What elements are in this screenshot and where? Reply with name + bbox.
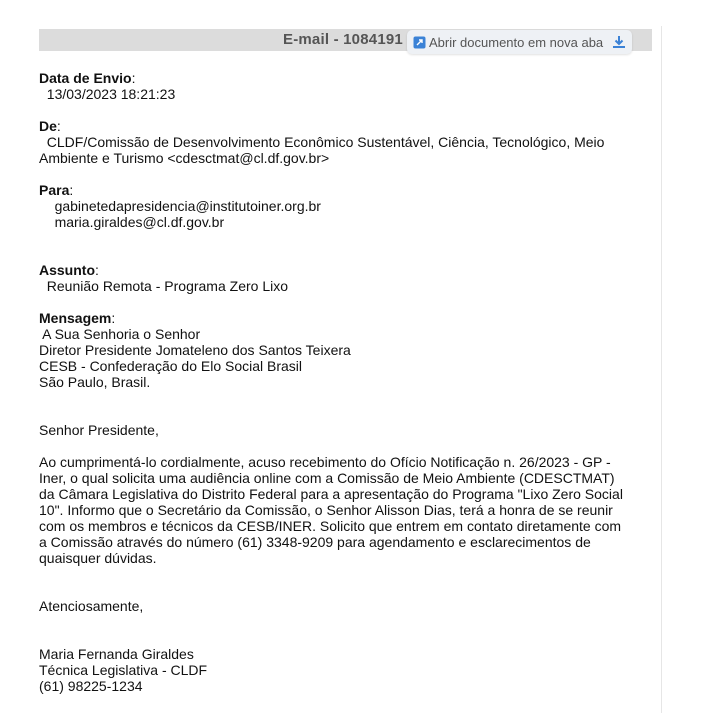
signature-name: Maria Fernanda Giraldes	[39, 646, 194, 662]
to-label: Para	[39, 182, 70, 198]
signature-phone: (61) 98225-1234	[39, 678, 143, 694]
to-recipient: maria.giraldes@cl.df.gov.br	[54, 214, 225, 230]
subject-section: Assunto: Reunião Remota - Programa Zero Lixo	[39, 262, 654, 294]
message-label: Mensagem	[39, 310, 112, 326]
open-in-new-tab-button[interactable]	[407, 30, 632, 54]
body-line: com os membros e técnicos da CESB/INER. Solicito que entrem em contato diretamente com	[39, 518, 622, 534]
signature-title: Técnica Legislativa - CLDF	[39, 662, 208, 678]
email-content	[39, 70, 654, 694]
from-line-2: Ambiente e Turismo <cdesctmat@cl.df.gov.br>	[39, 150, 330, 166]
send-date-label: Data de Envio	[39, 70, 132, 86]
addressee-line: Diretor Presidente Jomateleno dos Santos Teixera	[39, 342, 351, 358]
from-line-1: CLDF/Comissão de Desenvolvimento Econômico Sustentável, Ciência, Tecnológico, Meio	[46, 134, 605, 150]
body-line: Ao cumprimentá-lo cordialmente, acuso recebimento do Ofício Notificação n. 26/2023 - GP -	[39, 454, 611, 470]
from-label: De	[39, 118, 57, 134]
greeting: Senhor Presidente,	[39, 422, 159, 438]
closing: Atenciosamente,	[39, 598, 144, 614]
to-recipient: gabinetedapresidencia@institutoiner.org.br	[54, 198, 321, 214]
subject-value: Reunião Remota - Programa Zero Lixo	[46, 278, 289, 294]
send-date-value: 13/03/2023 18:21:23	[46, 86, 176, 102]
body-line: Iner, o qual solicita uma audiência online com a Comissão de Meio Ambiente (CDESCTMAT)	[39, 470, 615, 486]
body-line: da Câmara Legislativa do Distrito Federal para a apresentação do Programa "Lixo Zero Social	[39, 486, 623, 502]
addressee-line: A Sua Senhoria o Senhor	[42, 326, 201, 342]
document-title: E-mail - 1084191	[283, 31, 403, 48]
body-line: 10". Informo que o Secretário da Comissão, o Senhor Alisson Dias, terá a honra de se reunir	[39, 502, 613, 518]
subject-label: Assunto	[39, 262, 95, 278]
signature	[39, 646, 654, 694]
open-in-new-tab-label: Abrir documento em nova aba	[429, 34, 604, 50]
message-section: Mensagem: A Sua Senhoria o Senhor Diretor Presidente Jomateleno dos Santos Teixera CESB - Confederação do Elo Social Brasil São Paulo, Brasil. Senhor Presidente, Ao cumprimentá-lo cordialmente, acuso recebimento do Ofício Notificação n. 26/2023 - GP - Iner, o qual solicita uma audiência online com a Comissão de Meio Ambiente (CDESCTMAT) da Câmara Legislativa do Distrito Federal para a apresentação do Programa "Lixo Zero Social 10". Informo que o Secretário da Comissão, o Senhor Alisson Dias, terá a honra de se reunir com os membros e técnicos da CESB/INER. Solicito que entrem em contato diretamente com a Comissão através do número (61) 3348-9209 para agendamento e esclarecimentos de quaisquer dúvidas. Atenciosamente, Maria Fernanda Giraldes Técnica Legislativa - CLDF (61) 98225-1234	[39, 310, 654, 694]
to-section: Para: gabinetedapresidencia@institutoiner.org.br maria.giraldes@cl.df.gov.br	[39, 182, 654, 230]
from-section: De: CLDF/Comissão de Desenvolvimento Econômico Sustentável, Ciência, Tecnológico, Meio Ambiente e Turismo <cdesctmat@cl.df.gov.br>	[39, 118, 654, 166]
external-link-icon	[413, 36, 426, 49]
viewer-right-border	[661, 26, 662, 713]
message-body	[39, 454, 654, 566]
send-date-section: Data de Envio: 13/03/2023 18:21:23	[39, 70, 654, 102]
addressee-line: São Paulo, Brasil.	[39, 374, 151, 390]
download-icon[interactable]	[612, 35, 626, 49]
body-line: quaisquer dúvidas.	[39, 550, 157, 566]
body-line: a Comissão através do número (61) 3348-9209 para agendamento e esclarecimentos de	[39, 534, 591, 550]
addressee-line: CESB - Confederação do Elo Social Brasil	[39, 358, 303, 374]
